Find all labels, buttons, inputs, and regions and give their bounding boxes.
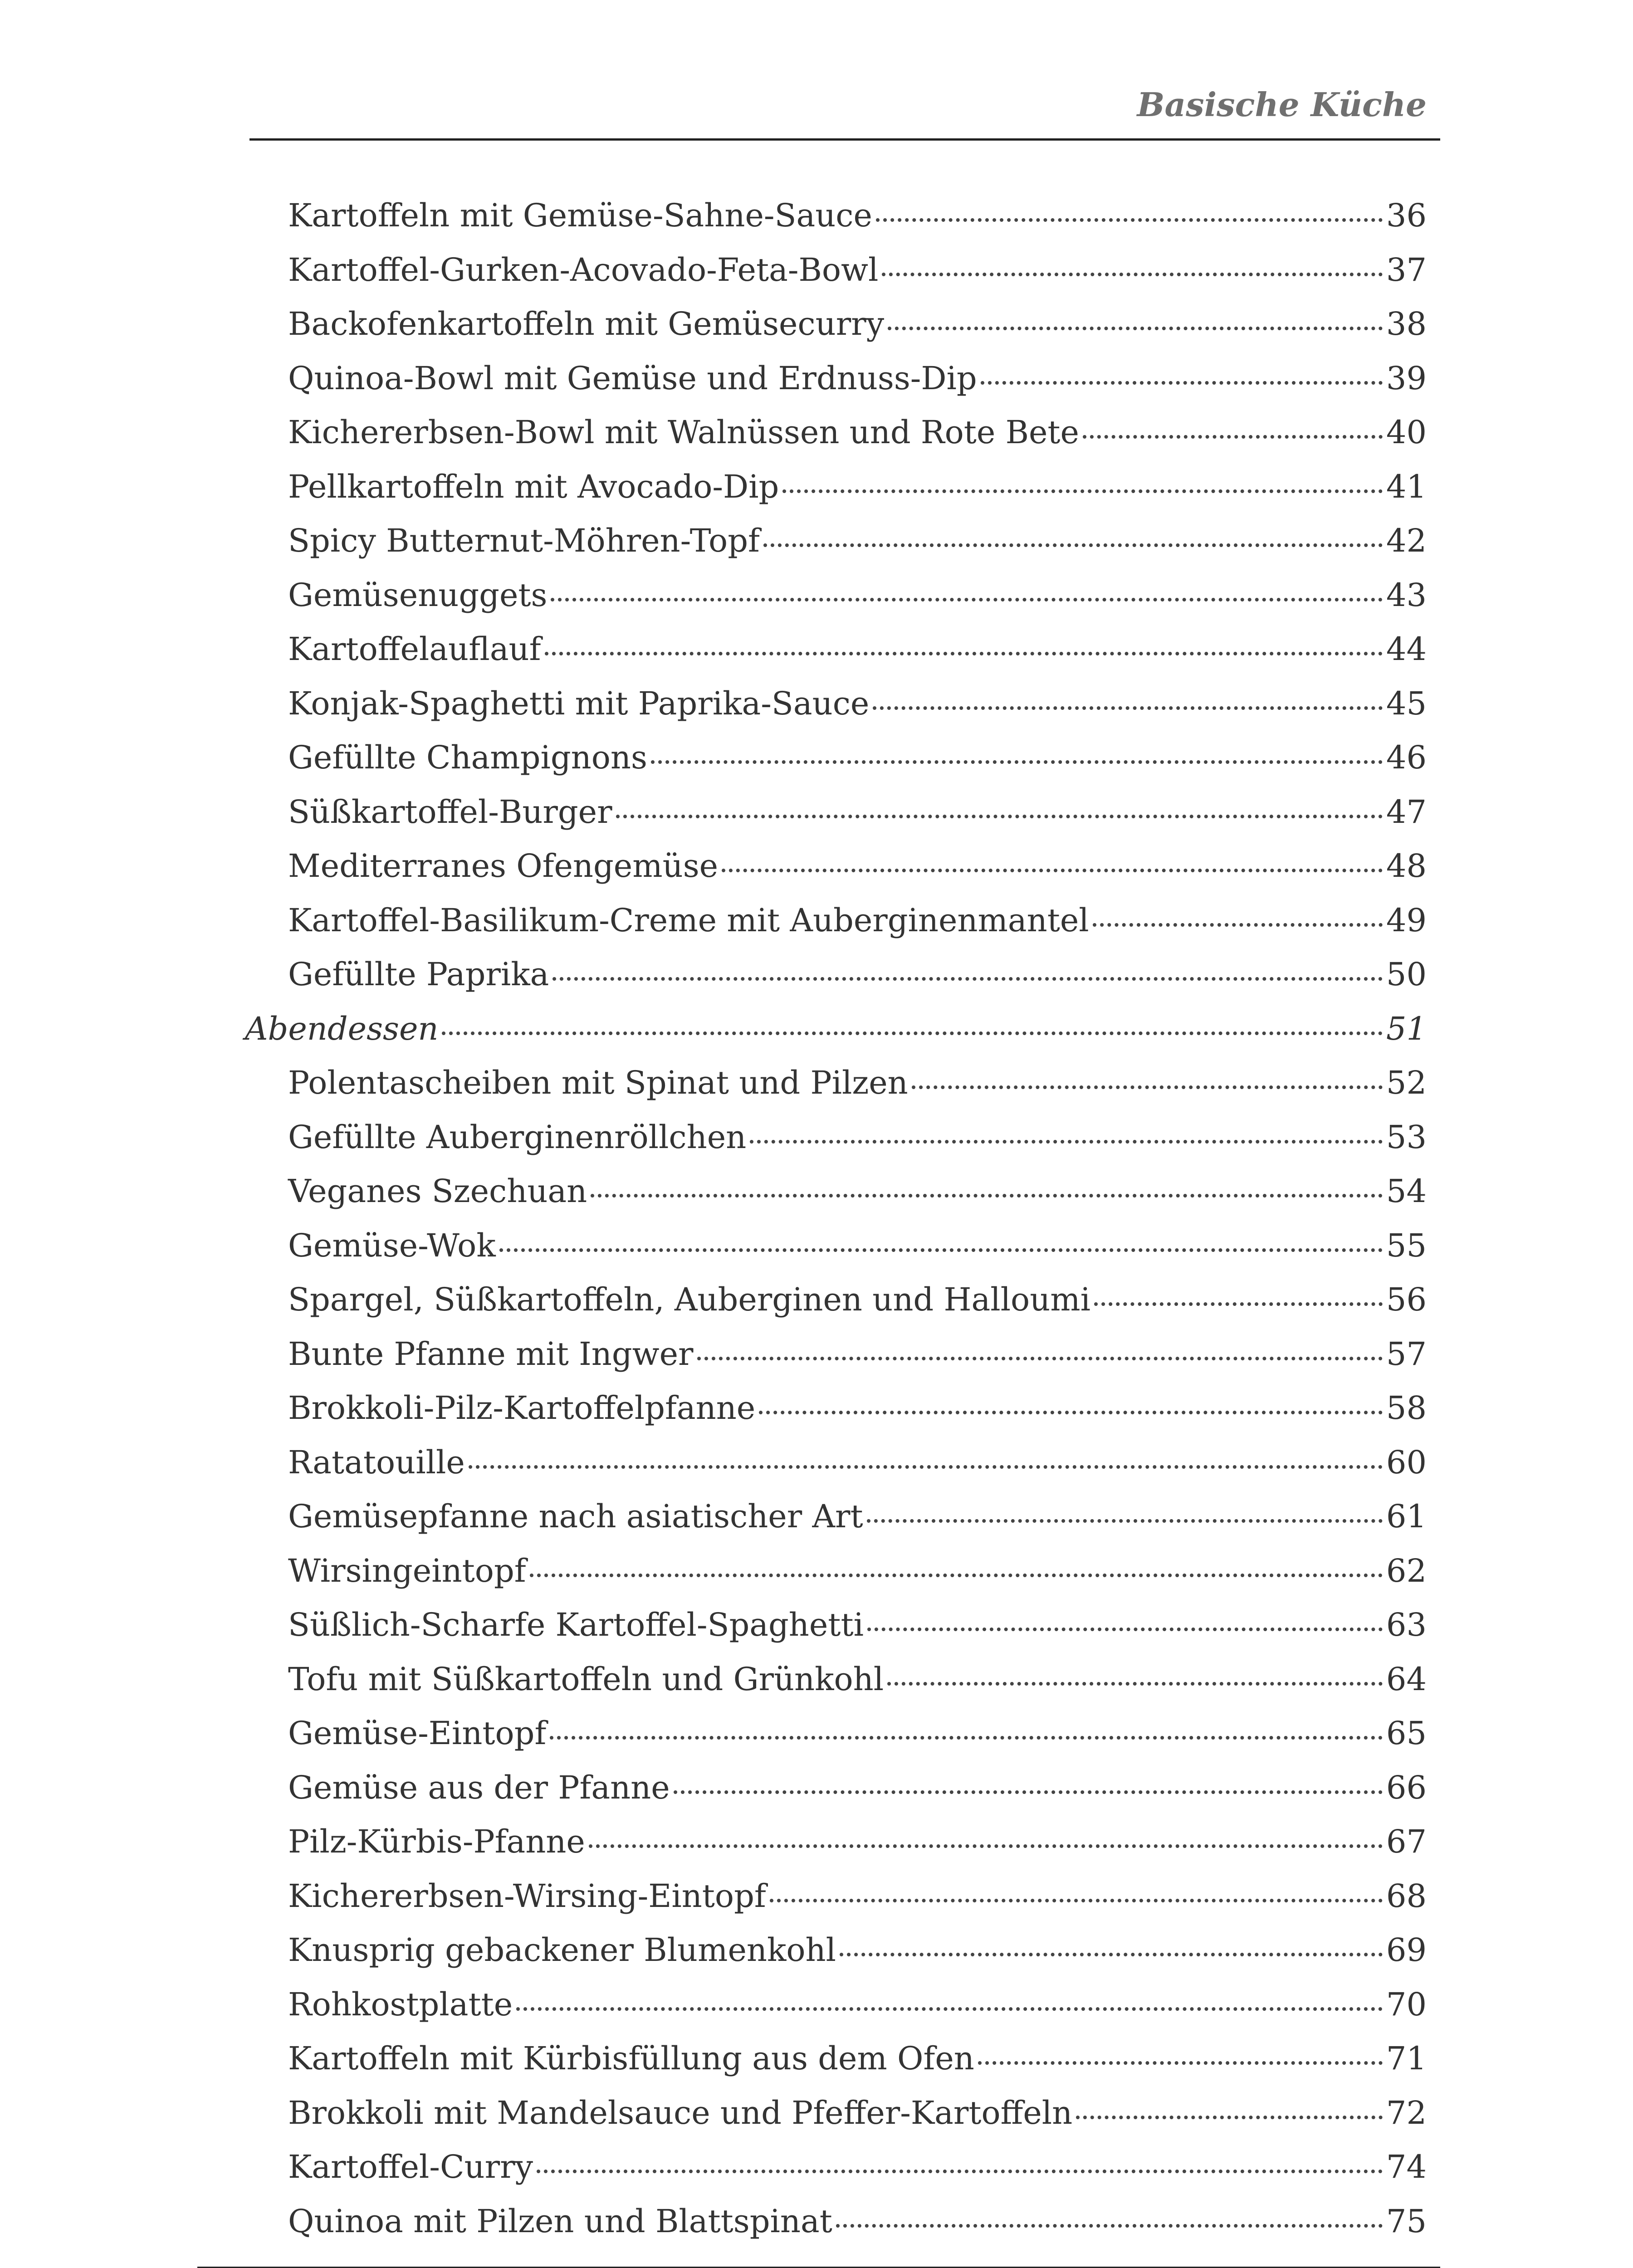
toc-entry[interactable] [288,513,1427,568]
toc-dot-leader [867,1519,1383,1523]
toc-entry-title: Tofu mit Süßkartoffeln und Grünkohl [288,1660,884,1698]
toc-dot-leader [616,815,1383,818]
toc-dot-leader [442,1031,1382,1035]
toc-entry-title: Bunte Pfanne mit Ingwer [288,1335,694,1373]
toc-entry-title: Veganes Szechuan [288,1173,587,1210]
toc-page-number: 53 [1386,1118,1427,1156]
toc-entry[interactable] [288,893,1427,948]
toc-entry-title: Kichererbsen-Bowl mit Walnüssen und Rote Bete [288,414,1079,451]
toc-entry-title: Süßlich-Scharfe Kartoffel-Spaghetti [288,1606,864,1643]
toc-dot-leader [537,2170,1383,2173]
toc-page-number: 44 [1386,631,1427,668]
toc-dot-leader [552,977,1383,981]
toc-dot-leader [1083,435,1383,439]
toc-entry[interactable] [288,622,1427,676]
toc-entry-title: Konjak-Spaghetti mit Paprika-Sauce [288,684,870,722]
toc-entry[interactable] [288,1923,1427,1977]
toc-dot-leader [836,2224,1383,2228]
toc-entry-title: Spargel, Süßkartoffeln, Auberginen und Halloumi [288,1281,1091,1318]
toc-dot-leader [651,760,1383,764]
toc-page-number: 56 [1386,1281,1427,1318]
toc-page-number: 41 [1386,468,1427,505]
toc-dot-leader [882,273,1383,276]
toc-entry-title: Kartoffel-Curry [288,2148,533,2185]
toc-dot-leader [887,1682,1383,1686]
toc-page-number: 52 [1386,1064,1427,1101]
toc-entry[interactable] [288,405,1427,459]
toc-entry-title: Gemüse-Wok [288,1227,496,1264]
toc-entry[interactable] [288,839,1427,893]
toc-page-number: 45 [1386,684,1427,722]
toc-page-number: 37 [1386,251,1427,288]
toc-entry-title: Knusprig gebackener Blumenkohl [288,1931,836,1969]
toc-entry[interactable] [288,1814,1427,1869]
toc-dot-leader [981,381,1383,385]
header-rule [249,138,1440,141]
toc-page-number: 72 [1386,2094,1427,2131]
toc-entry[interactable] [288,1435,1427,1490]
toc-entry[interactable] [288,2086,1427,2140]
toc-entry[interactable] [288,1272,1427,1327]
toc-dot-leader [697,1357,1383,1360]
toc-entry[interactable] [288,2140,1427,2194]
toc-entry[interactable] [288,1164,1427,1218]
toc-entry-title: Kartoffel-Basilikum-Creme mit Auberginenmantel [288,901,1089,939]
toc-dot-leader [750,1140,1383,1144]
toc-entry[interactable] [288,676,1427,731]
toc-entry[interactable] [288,1489,1427,1544]
toc-entry[interactable] [288,1706,1427,1760]
toc-page-number: 42 [1386,522,1427,559]
toc-entry[interactable] [288,2031,1427,2086]
toc-page-number: 67 [1386,1823,1427,1860]
toc-page-number: 69 [1386,1931,1427,1969]
toc-entry[interactable] [288,188,1427,243]
toc-entry[interactable] [288,1869,1427,1923]
toc-entry[interactable] [288,2194,1427,2248]
toc-entry-title: Gefüllte Auberginenröllchen [288,1118,747,1156]
toc-page-number: 50 [1386,956,1427,993]
toc-page-number: 48 [1386,847,1427,885]
toc-page-number: 40 [1386,414,1427,451]
toc-dot-leader [551,598,1383,601]
toc-page-number: 49 [1386,901,1427,939]
running-header-title: Basische Küche [1137,85,1427,124]
toc-page-number: 54 [1386,1173,1427,1210]
toc-page-number: 60 [1386,1443,1427,1481]
toc-entry[interactable] [288,1056,1427,1110]
toc-page-number: 36 [1386,197,1427,234]
toc-entry-title: Abendessen [245,1010,439,1047]
toc-page-number: 62 [1386,1552,1427,1589]
toc-dot-leader [867,1628,1383,1631]
toc-dot-leader [763,543,1383,547]
toc-entry[interactable] [288,785,1427,839]
toc-dot-leader [876,218,1383,222]
toc-entry-title: Brokkoli mit Mandelsauce und Pfeffer-Kartoffeln [288,2094,1073,2131]
toc-entry-title: Quinoa mit Pilzen und Blattspinat [288,2202,832,2240]
toc-page-number: 65 [1386,1715,1427,1752]
toc-dot-leader [674,1790,1383,1794]
toc-page-number: 39 [1386,359,1427,397]
toc-dot-leader [1076,2116,1383,2119]
toc-entry[interactable] [288,243,1427,297]
toc-entry[interactable] [288,1544,1427,1598]
toc-entry[interactable] [288,351,1427,406]
toc-dot-leader [499,1248,1383,1252]
toc-dot-leader [840,1953,1383,1956]
toc-dot-leader [978,2061,1383,2065]
toc-page-number: 51 [1386,1010,1427,1047]
toc-entry[interactable] [288,1327,1427,1381]
toc-entry[interactable] [288,1652,1427,1706]
toc-entry[interactable] [288,568,1427,622]
toc-page-number: 43 [1386,576,1427,614]
toc-dot-leader [589,1844,1383,1848]
toc-entry-title: Kartoffeln mit Gemüse-Sahne-Sauce [288,197,872,234]
toc-entry-title: Gefüllte Paprika [288,956,549,993]
toc-dot-leader [1093,923,1383,927]
toc-page-number: 58 [1386,1389,1427,1427]
toc-entry[interactable] [288,1110,1427,1164]
toc-page-number: 64 [1386,1660,1427,1698]
toc-page-number: 71 [1386,2040,1427,2077]
toc-dot-leader [516,2007,1383,2011]
toc-page-number: 70 [1386,1985,1427,2023]
toc-entry-title: Gefüllte Champignons [288,739,647,776]
toc-entry-title: Spicy Butternut-Möhren-Topf [288,522,760,559]
toc-entry-title: Pilz-Kürbis-Pfanne [288,1823,585,1860]
toc-dot-leader [888,327,1383,330]
toc-dot-leader [770,1899,1383,1902]
toc-dot-leader [550,1736,1383,1740]
toc-entry-title: Süßkartoffel-Burger [288,793,612,831]
toc-entry-title: Polentascheiben mit Spinat und Pilzen [288,1064,908,1101]
toc-entry-title: Quinoa-Bowl mit Gemüse und Erdnuss-Dip [288,359,977,397]
toc-dot-leader [469,1465,1383,1469]
toc-entry[interactable] [288,1977,1427,2032]
toc-page-number: 74 [1386,2148,1427,2185]
toc-dot-leader [1094,1302,1383,1306]
toc-entry-title: Gemüsepfanne nach asiatischer Art [288,1498,863,1535]
toc-entry-title: Kartoffel-Gurken-Acovado-Feta-Bowl [288,251,879,288]
toc-entry-title: Kartoffeln mit Kürbisfüllung aus dem Ofen [288,2040,974,2077]
toc-section-entry[interactable] [245,1002,1427,1056]
toc-dot-leader [782,489,1383,493]
toc-page-number: 57 [1386,1335,1427,1373]
toc-page-number: 75 [1386,2202,1427,2240]
toc-page-number: 61 [1386,1498,1427,1535]
toc-page-number: 38 [1386,305,1427,342]
toc-entry-title: Gemüse-Eintopf [288,1715,547,1752]
toc-entry[interactable] [288,947,1427,1002]
toc-entry[interactable] [288,1218,1427,1273]
toc-entry[interactable] [288,297,1427,351]
toc-entry-title: Gemüsenuggets [288,576,548,614]
toc-entry[interactable] [288,1381,1427,1435]
toc-entry[interactable] [288,1760,1427,1815]
toc-dot-leader [912,1085,1383,1089]
toc-entry-title: Rohkostplatte [288,1985,513,2023]
toc-entry-title: Gemüse aus der Pfanne [288,1769,670,1806]
toc-entry[interactable] [288,459,1427,514]
toc-entry-title: Wirsingeintopf [288,1552,526,1589]
toc-entry-title: Backofenkartoffeln mit Gemüsecurry [288,305,885,342]
toc-dot-leader [591,1194,1383,1198]
toc-dot-leader [722,869,1383,872]
toc-page-number: 68 [1386,1877,1427,1915]
toc-entry-title: Kichererbsen-Wirsing-Eintopf [288,1877,766,1915]
toc-dot-leader [545,652,1383,655]
toc-page-number: 66 [1386,1769,1427,1806]
toc-dot-leader [530,1574,1383,1577]
toc-page-number: 46 [1386,739,1427,776]
toc-page-number: 63 [1386,1606,1427,1643]
toc-entry-title: Mediterranes Ofengemüse [288,847,719,885]
toc-entry[interactable] [288,1598,1427,1652]
toc-page-number: 47 [1386,793,1427,831]
toc-entry[interactable] [288,730,1427,785]
toc-dot-leader [873,706,1383,710]
toc-page-number: 55 [1386,1227,1427,1264]
toc-entry-title: Pellkartoffeln mit Avocado-Dip [288,468,779,505]
toc-entry-title: Kartoffelauflauf [288,631,541,668]
toc-entry-title: Brokkoli-Pilz-Kartoffelpfanne [288,1389,756,1427]
toc-dot-leader [759,1411,1383,1414]
toc-entry-title: Ratatouille [288,1443,465,1481]
